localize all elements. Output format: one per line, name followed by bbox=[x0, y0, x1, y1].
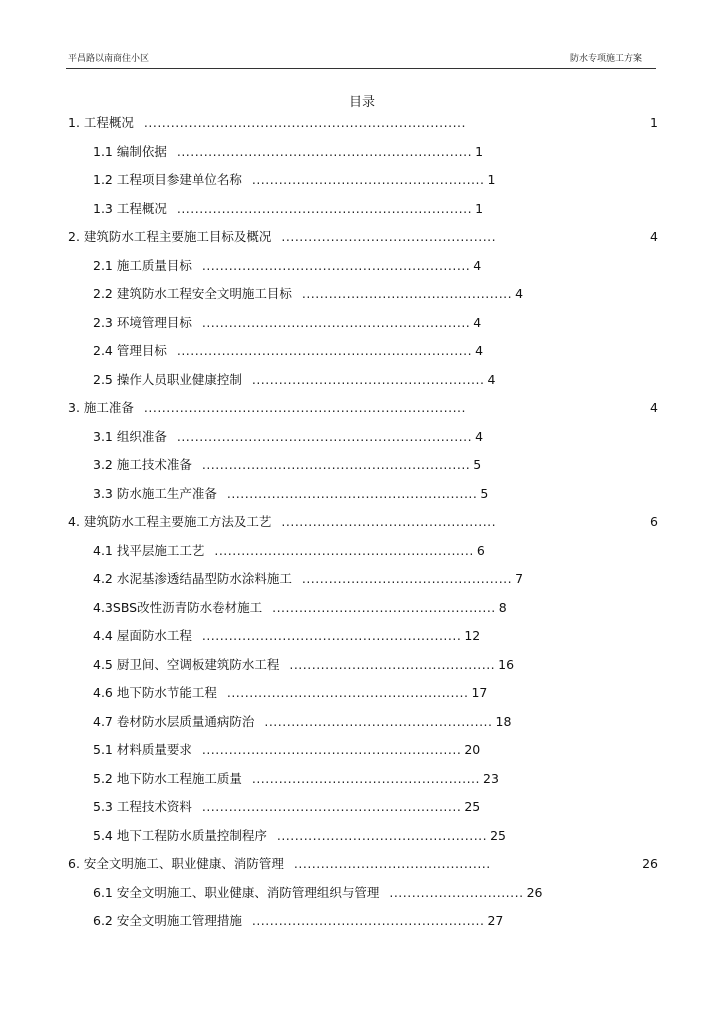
toc-entry bbox=[93, 314, 481, 332]
toc-entry-page: 26 bbox=[526, 885, 543, 900]
toc-entry-page: 17 bbox=[471, 685, 488, 700]
toc-entry-label: 1.1 编制依据 bbox=[93, 144, 167, 159]
toc-entry-label: 2.4 管理目标 bbox=[93, 343, 167, 358]
toc-entry-label: 5.1 材料质量要求 bbox=[93, 742, 192, 757]
toc-entry-label: 1.2 工程项目参建单位名称 bbox=[93, 172, 242, 187]
toc-leader-dots: .............................................. bbox=[289, 657, 496, 672]
toc-entry-page: 4 bbox=[487, 372, 496, 387]
toc-entry bbox=[93, 371, 495, 389]
toc-entry-label: 4.7 卷材防水层质量通病防治 bbox=[93, 714, 255, 729]
toc-leader-dots: ............................................... bbox=[276, 828, 488, 843]
toc-entry bbox=[93, 285, 523, 303]
toc-entry-label: 3.3 防水施工生产准备 bbox=[93, 486, 217, 501]
toc-entry-page: 6 bbox=[650, 514, 658, 529]
toc-entry-page: 1 bbox=[487, 172, 496, 187]
toc-entry-label: 4.6 地下防水节能工程 bbox=[93, 685, 217, 700]
toc-leader-dots: .................................................... bbox=[251, 913, 485, 928]
toc-entry bbox=[93, 200, 483, 218]
toc-entry bbox=[93, 599, 507, 617]
toc-leader-dots: .................................................... bbox=[251, 172, 485, 187]
toc-entry-page: 23 bbox=[483, 771, 499, 786]
toc-entry bbox=[93, 342, 483, 360]
toc-leader-dots: ............................................................ bbox=[201, 315, 471, 330]
toc-entry bbox=[68, 228, 496, 246]
toc-entry bbox=[68, 855, 491, 873]
toc-entry-label: 1. 工程概况 bbox=[68, 115, 134, 130]
toc-entry-page: 25 bbox=[464, 799, 481, 814]
toc-entry bbox=[68, 513, 496, 531]
toc-entry-label: 4.4 屋面防水工程 bbox=[93, 628, 192, 643]
toc-entry bbox=[68, 399, 466, 417]
toc-leader-dots: ............................................... bbox=[301, 286, 513, 301]
toc-entry-page: 7 bbox=[515, 571, 524, 586]
toc-entry bbox=[93, 656, 514, 674]
toc-entry bbox=[93, 741, 480, 759]
toc-leader-dots: ................................................ bbox=[281, 229, 497, 244]
toc-leader-dots: ............................................... bbox=[301, 571, 513, 586]
toc-entry bbox=[93, 798, 480, 816]
toc-entry-label: 4. 建筑防水工程主要施工方法及工艺 bbox=[68, 514, 272, 529]
toc-entry-label: 6. 安全文明施工、职业健康、消防管理 bbox=[68, 856, 284, 871]
toc-entry bbox=[93, 570, 523, 588]
toc-leader-dots: .................................................................. bbox=[176, 343, 473, 358]
toc-leader-dots: .................................................................. bbox=[176, 201, 473, 216]
toc-entry-label: 4.2 水泥基渗透结晶型防水涂料施工 bbox=[93, 571, 292, 586]
toc-leader-dots: ........................................................................ bbox=[143, 115, 466, 130]
toc-entry-page: 1 bbox=[475, 201, 484, 216]
toc-entry-page: 4 bbox=[475, 343, 484, 358]
toc-entry bbox=[93, 884, 542, 902]
toc-leader-dots: .......................................................... bbox=[201, 742, 462, 757]
toc-entry bbox=[93, 257, 481, 275]
toc-entry-label: 6.1 安全文明施工、职业健康、消防管理组织与管理 bbox=[93, 885, 380, 900]
toc-entry-label: 2.1 施工质量目标 bbox=[93, 258, 192, 273]
toc-leader-dots: ................................................... bbox=[264, 714, 493, 729]
toc-entry bbox=[68, 114, 466, 132]
toc-leader-dots: .......................................................... bbox=[214, 543, 474, 558]
toc-leader-dots: ............................................................ bbox=[201, 258, 471, 273]
toc-entry-page: 5 bbox=[480, 486, 489, 501]
toc-entry-label: 3.2 施工技术准备 bbox=[93, 457, 192, 472]
toc-leader-dots: .................................................. bbox=[272, 600, 496, 615]
toc-entry-label: 4.3SBS改性沥青防水卷材施工 bbox=[93, 600, 263, 615]
toc-entry bbox=[93, 627, 480, 645]
header-left: 平昌路以南商住小区 bbox=[68, 54, 150, 64]
toc-leader-dots: ............................................ bbox=[293, 856, 491, 871]
toc-entry-page: 6 bbox=[476, 543, 485, 558]
toc-entry-page: 18 bbox=[495, 714, 512, 729]
toc-leader-dots: .................................................................. bbox=[176, 429, 473, 444]
toc-leader-dots: .......................................................... bbox=[201, 628, 462, 643]
toc-entry-page: 4 bbox=[473, 315, 482, 330]
toc-leader-dots: .................................................... bbox=[251, 372, 485, 387]
toc-entry-label: 2. 建筑防水工程主要施工目标及概况 bbox=[68, 229, 272, 244]
toc-entry bbox=[93, 770, 499, 788]
toc-entry-page: 1 bbox=[650, 115, 658, 130]
toc-entry-page: 1 bbox=[475, 144, 484, 159]
toc-entry-label: 3. 施工准备 bbox=[68, 400, 134, 415]
toc-entry bbox=[93, 143, 483, 161]
header-right: 防水专项施工方案 bbox=[569, 54, 642, 64]
toc-entry-label: 5.2 地下防水工程施工质量 bbox=[93, 771, 242, 786]
toc-entry bbox=[93, 456, 481, 474]
toc-entry-page: 4 bbox=[475, 429, 484, 444]
toc-entry-page: 4 bbox=[473, 258, 482, 273]
toc-entry-page: 12 bbox=[464, 628, 481, 643]
toc-leader-dots: ................................................... bbox=[251, 771, 481, 786]
toc-entry bbox=[93, 542, 485, 560]
toc-entry-label: 4.1 找平层施工工艺 bbox=[93, 543, 205, 558]
toc-entry-page: 4 bbox=[650, 229, 658, 244]
toc-leader-dots: ............................................................ bbox=[201, 457, 471, 472]
toc-entry-label: 4.5 厨卫间、空调板建筑防水工程 bbox=[93, 657, 280, 672]
toc-entry bbox=[93, 827, 506, 845]
toc-entry-page: 16 bbox=[498, 657, 515, 672]
toc-entry bbox=[93, 428, 483, 446]
toc-entry-label: 2.3 环境管理目标 bbox=[93, 315, 192, 330]
toc-leader-dots: ........................................................................ bbox=[143, 400, 466, 415]
toc-leader-dots: ................................................ bbox=[281, 514, 497, 529]
toc-entry-page: 5 bbox=[473, 457, 482, 472]
toc-entry-page: 20 bbox=[464, 742, 481, 757]
toc-entry bbox=[93, 171, 495, 189]
toc-entry-label: 6.2 安全文明施工管理措施 bbox=[93, 913, 242, 928]
toc-entry-page: 4 bbox=[650, 400, 658, 415]
toc-entry-page: 27 bbox=[487, 913, 504, 928]
toc-entry-label: 2.5 操作人员职业健康控制 bbox=[93, 372, 242, 387]
toc-entry bbox=[93, 713, 511, 731]
toc-entry-page: 8 bbox=[498, 600, 507, 615]
toc-leader-dots: .......................................................... bbox=[201, 799, 462, 814]
toc-entry-page: 4 bbox=[515, 286, 524, 301]
toc-leader-dots: ........................................................ bbox=[226, 486, 478, 501]
toc-leader-dots: ...................................................... bbox=[226, 685, 469, 700]
toc-entry bbox=[93, 684, 487, 702]
toc-entry-label: 5.4 地下工程防水质量控制程序 bbox=[93, 828, 267, 843]
toc-entry bbox=[93, 485, 488, 503]
toc-leader-dots: .................................................................. bbox=[176, 144, 473, 159]
toc-entry-page: 26 bbox=[642, 856, 658, 871]
toc-entry-label: 5.3 工程技术资料 bbox=[93, 799, 192, 814]
toc-entry-label: 1.3 工程概况 bbox=[93, 201, 167, 216]
toc-entry bbox=[93, 912, 503, 930]
toc-entry-label: 2.2 建筑防水工程安全文明施工目标 bbox=[93, 286, 292, 301]
toc-entry-label: 3.1 组织准备 bbox=[93, 429, 167, 444]
toc-entry-page: 25 bbox=[490, 828, 507, 843]
toc-title: 目录 bbox=[348, 95, 375, 110]
toc-leader-dots: .............................. bbox=[389, 885, 524, 900]
